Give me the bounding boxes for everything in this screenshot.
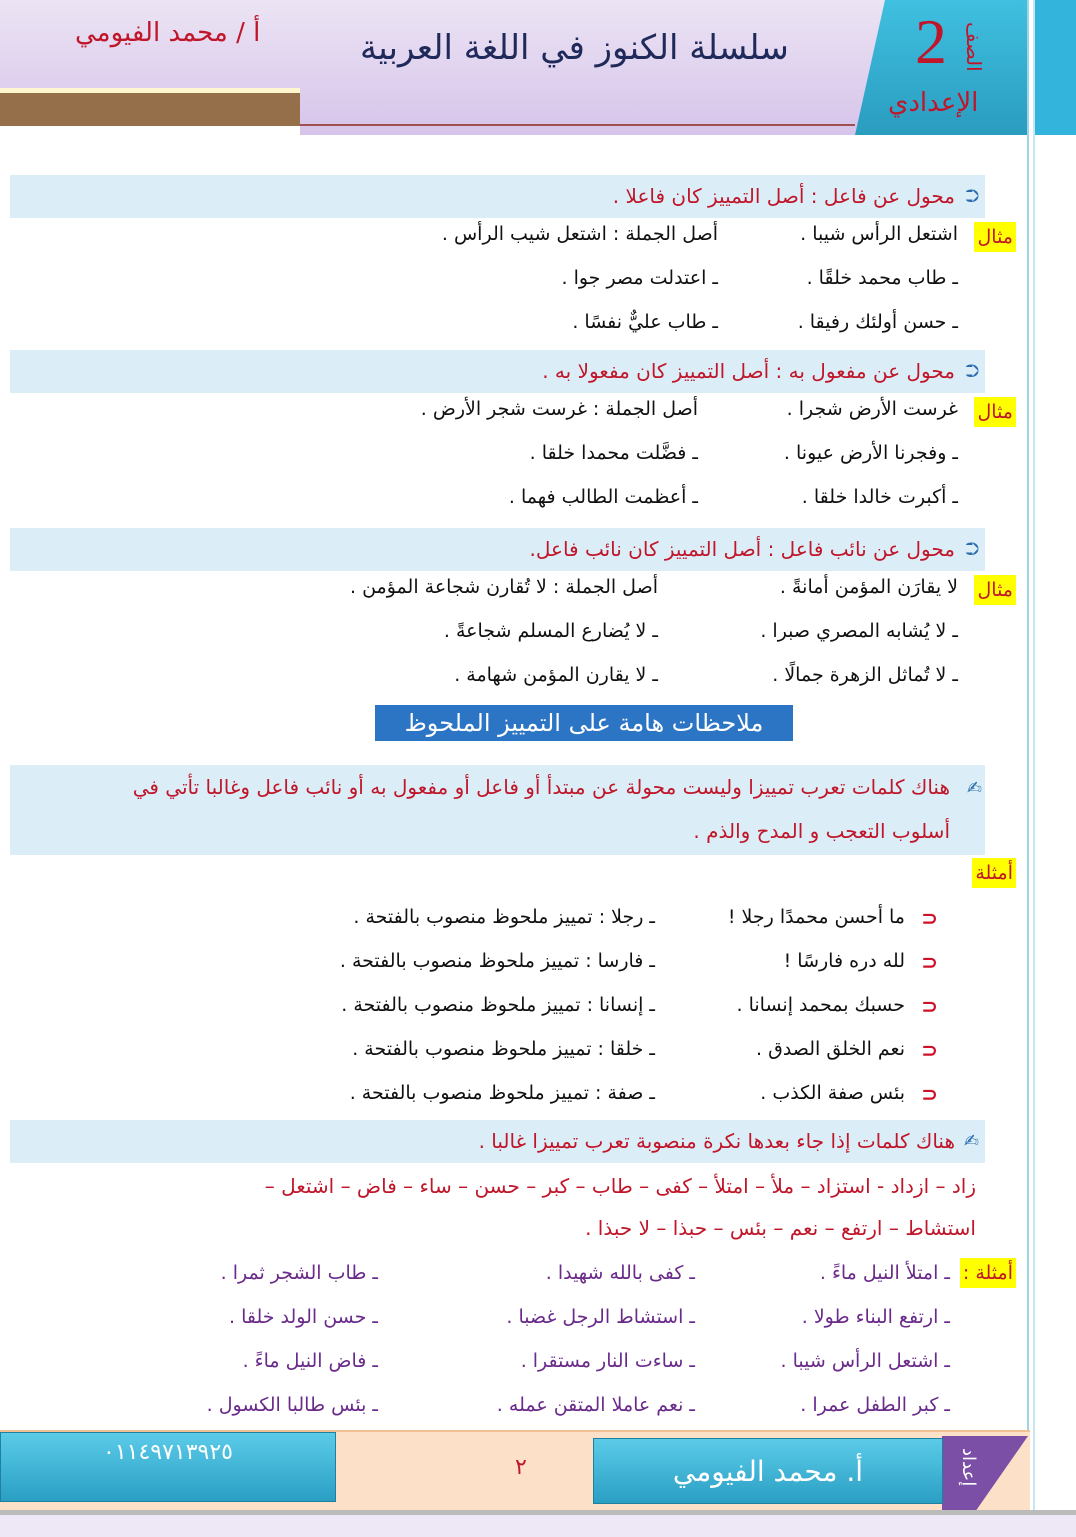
example-text: ـ طاب عليٌّ نفسًا . xyxy=(572,311,718,333)
grade-word: الصف xyxy=(962,22,986,72)
example-text: ـ بئس طالبا الكسول . xyxy=(206,1394,378,1416)
word-list: زاد – ازداد - استزاد – ملأ – امتلأ – كفى – طاب – كبر – حسن – ساء – فاض – اشتعل – xyxy=(264,1174,976,1198)
example-text: ما أحسن محمدًا رجلا ! xyxy=(727,906,905,928)
example-label: مثال xyxy=(974,575,1016,605)
example-text: ـ فاض النيل ماءً . xyxy=(242,1350,378,1372)
example-text: ـ حسن أولئك رفيقا . xyxy=(797,311,958,333)
example-text: اشتعل الرأس شيبا . xyxy=(800,223,958,245)
example-text: نعم الخلق الصدق . xyxy=(756,1038,905,1060)
example-text: ـ حسن الولد خلقا . xyxy=(228,1306,378,1328)
word-list: استشاط – ارتفع – نعم – بئس – حبذا – لا حبذا . xyxy=(585,1216,976,1240)
word-list-block xyxy=(12,1172,976,1242)
example-label: مثال xyxy=(974,397,1016,427)
example-text: لله دره فارسًا ! xyxy=(783,950,905,972)
example-text: ـ امتلأ النيل ماءً . xyxy=(819,1262,950,1284)
example-text: ـ ساءت النار مستقرا . xyxy=(520,1350,695,1372)
example-text: أصل الجملة : لا تُقارن شجاعة المؤمن . xyxy=(350,576,658,598)
bullet-icon: ⊂ xyxy=(921,1082,938,1106)
example-text: ـ أعظمت الطالب فهما . xyxy=(508,486,698,508)
example-text: ـ طاب محمد خلقًا . xyxy=(806,267,958,289)
example-text: غرست الأرض شجرا . xyxy=(786,398,958,420)
notes-title: ملاحظات هامة على التمييز الملحوظ xyxy=(375,705,793,741)
example-text: ـ اعتدلت مصر جوا . xyxy=(561,267,718,289)
footer-bottom xyxy=(0,1510,1076,1537)
example-text: حسبك بمحمد إنسانا . xyxy=(736,994,905,1016)
section-header: محول عن مفعول به : أصل التمييز كان مفعولا به . ⮊ xyxy=(10,350,985,393)
bullet-icon: ⊂ xyxy=(921,1038,938,1062)
bullet-icon: ⊂ xyxy=(921,994,938,1018)
note-text: أسلوب التعجب و المدح والذم . xyxy=(693,819,950,843)
example-text: ـ لا تُماثل الزهرة جمالًا . xyxy=(772,664,958,686)
arrow-icon: ⮊ xyxy=(965,539,979,560)
examples-label: أمثلة xyxy=(972,858,1016,888)
author: أ / محمد الفيومي xyxy=(75,18,261,48)
prepared-by: إعداد xyxy=(958,1448,979,1487)
example-text: ـ لا يُضارع المسلم شجاعةً . xyxy=(443,620,658,642)
bullet-icon: ⊂ xyxy=(921,950,938,974)
bullet-icon: ⊂ xyxy=(921,906,938,930)
note-header: هناك كلمات إذا جاء بعدها نكرة منصوبة تعرب تمييزا غالبا . ✍ xyxy=(10,1120,985,1163)
example-text: ـ نعم عاملا المتقن عمله . xyxy=(496,1394,695,1416)
example-text: ـ كبر الطفل عمرا . xyxy=(800,1394,950,1416)
example-text: ـ كفى بالله شهيدا . xyxy=(545,1262,695,1284)
example-text: أصل الجملة : غرست شجر الأرض . xyxy=(420,398,698,420)
example-text: ـ إنسانا : تمييز ملحوظ منصوب بالفتحة . xyxy=(341,994,655,1016)
example-text: ـ ارتفع البناء طولا . xyxy=(801,1306,950,1328)
series-title: سلسلة الكنوز في اللغة العربية xyxy=(360,28,789,68)
margin-line xyxy=(1027,0,1035,1537)
example-text: بئس صفة الكذب . xyxy=(760,1082,905,1104)
header-bar xyxy=(0,88,300,126)
example-label: مثال xyxy=(974,222,1016,252)
header-rule xyxy=(300,124,855,126)
note-text-block xyxy=(12,772,950,846)
pen-icon: ✍ xyxy=(966,778,982,799)
example-text: لا يقارَن المؤمن أمانةً . xyxy=(779,576,958,598)
pen-icon: ✍ xyxy=(963,1131,979,1152)
section-header: محول عن نائب فاعل : أصل التمييز كان نائب فاعل. ⮊ xyxy=(10,528,985,571)
grade-number: 2 xyxy=(915,6,947,77)
note-text: هناك كلمات تعرب تمييزا وليست محولة عن مبتدأ أو فاعل أو مفعول به أو نائب فاعل وغالبا تأتي في xyxy=(132,775,950,799)
example-text: ـ طاب الشجر ثمرا . xyxy=(220,1262,378,1284)
page-number: ٢ xyxy=(515,1455,527,1480)
right-strip xyxy=(1035,0,1076,135)
header-gap xyxy=(0,126,300,140)
example-text: ـ اشتعل الرأس شيبا . xyxy=(780,1350,950,1372)
arrow-icon: ⮊ xyxy=(965,186,979,207)
example-text: ـ وفجرنا الأرض عيونا . xyxy=(783,442,958,464)
arrow-icon: ⮊ xyxy=(965,361,979,382)
example-text: ـ فارسا : تمييز ملحوظ منصوب بالفتحة . xyxy=(339,950,655,972)
example-text: ـ أكبرت خالدا خلقا . xyxy=(801,486,958,508)
example-text: ـ استشاط الرجل غضبا . xyxy=(506,1306,695,1328)
example-text: أصل الجملة : اشتعل شيب الرأس . xyxy=(441,223,718,245)
example-text: ـ لا يُشابه المصري صبرا . xyxy=(760,620,958,642)
teacher-name: أ. محمد الفيومي xyxy=(593,1438,943,1504)
examples-label: أمثلة : xyxy=(960,1258,1016,1288)
example-text: ـ لا يقارن المؤمن شهامة . xyxy=(454,664,658,686)
example-text: ـ رجلا : تمييز ملحوظ منصوب بالفتحة . xyxy=(353,906,655,928)
stage: الإعدادي xyxy=(888,88,979,118)
phone: ٠١١٤٩٧١٣٩٢٥ xyxy=(0,1432,336,1502)
section-header: محول عن فاعل : أصل التمييز كان فاعلا . ⮊ xyxy=(10,175,985,218)
example-text: ـ صفة : تمييز ملحوظ منصوب بالفتحة . xyxy=(349,1082,655,1104)
example-text: ـ فضَّلت محمدا خلقا . xyxy=(529,442,698,464)
example-text: ـ خلقا : تمييز ملحوظ منصوب بالفتحة . xyxy=(352,1038,655,1060)
